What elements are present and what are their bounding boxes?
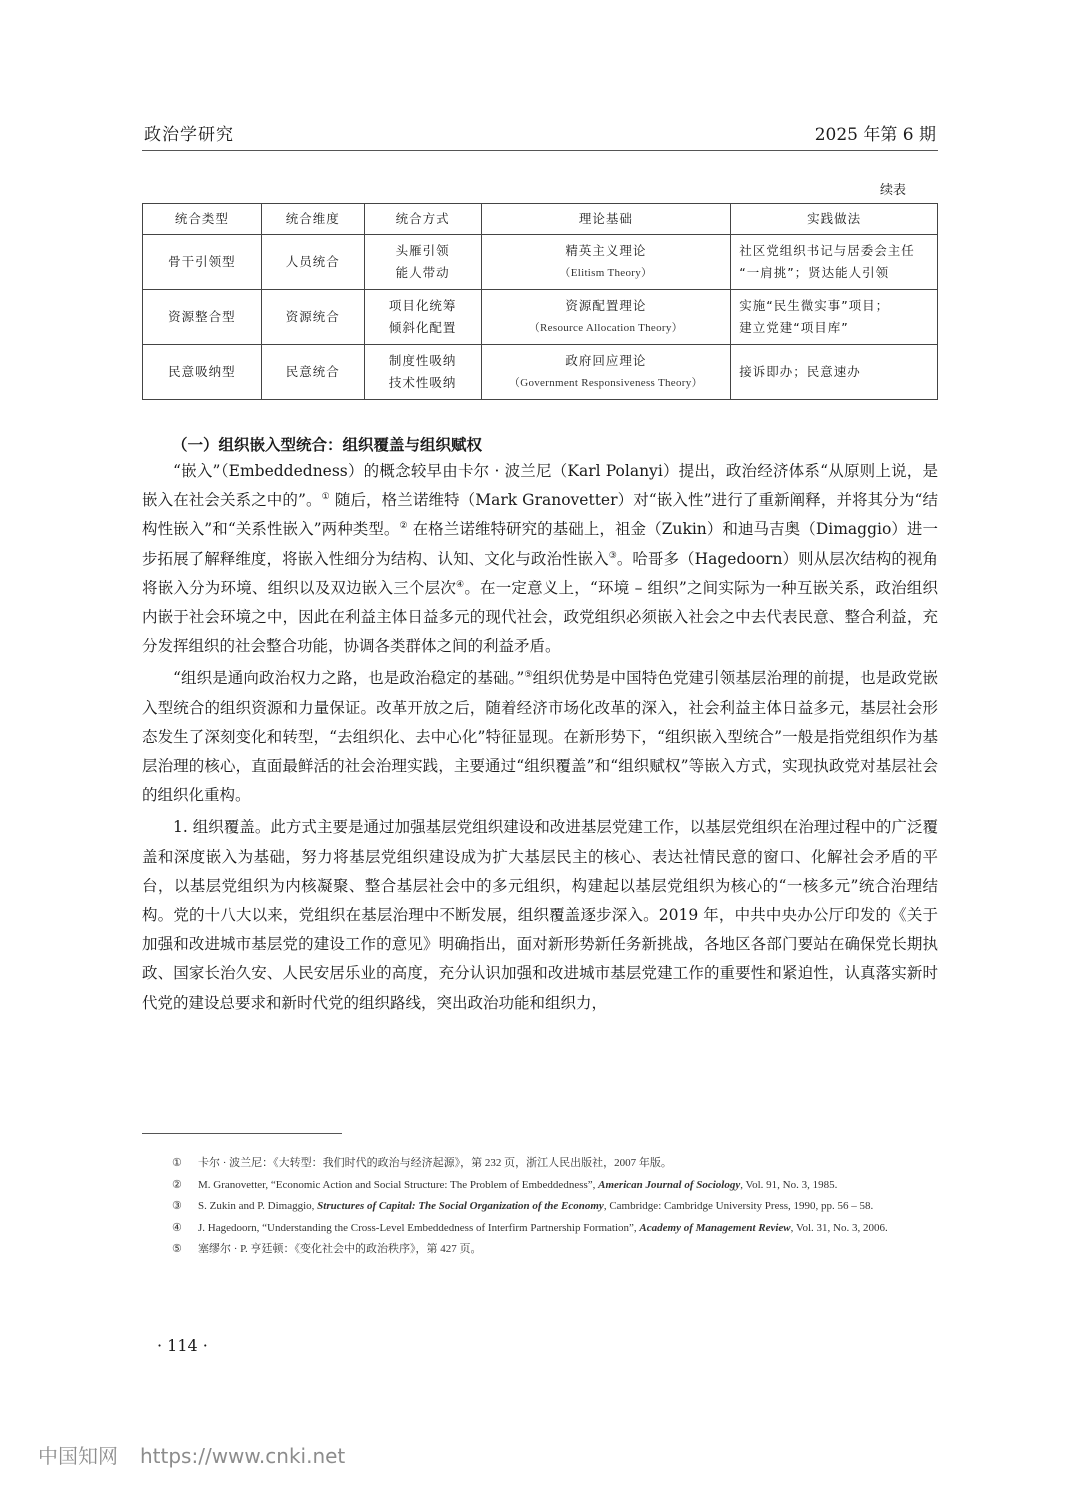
footnote-number: ③ — [172, 1200, 182, 1212]
watermark-url[interactable]: https://www.cnki.net — [140, 1444, 346, 1468]
text-run: 。在一定意义上，“环境 – 组织”之间实际为一种互嵌关系，政治组织内嵌于社会环境之中，因此在利益主体日益多元的现代社会，政党组织必须嵌入社会之中去代表民意、整合利益，充分发挥组织的社会整合功能，协调各类群体之间的利益矛盾。 — [142, 578, 938, 656]
method-line: 制度性吸纳 — [388, 353, 457, 368]
column-header: 理论基础 — [481, 204, 731, 235]
cell-practice — [731, 290, 938, 345]
cell-type: 资源整合型 — [143, 290, 262, 345]
footnote — [172, 1239, 938, 1261]
text-run: 塞缪尔 · P. 亨廷顿：《变化社会中的政治秩序》，第 427 页。 — [198, 1243, 482, 1255]
method-line: 倾斜化配置 — [388, 320, 457, 335]
cnki-watermark — [38, 1440, 345, 1469]
text-run: S. Zukin and P. Dimaggio, — [198, 1200, 318, 1212]
cell-theory — [481, 345, 731, 400]
text-run: M. Granovetter, “Economic Action and Social Structure: The Problem of Embeddedness”, — [198, 1178, 599, 1191]
table-continued-label: 续表 — [879, 183, 906, 198]
method-line: 技术性吸纳 — [388, 375, 457, 390]
footnote — [172, 1153, 938, 1175]
paragraph — [142, 457, 938, 661]
table-row — [143, 290, 938, 345]
journal-title: American Journal of Sociology — [598, 1178, 741, 1191]
issue-label: 2025 年第 6 期 — [814, 125, 936, 145]
text-run: 。哈哥多（Hagedoorn）则从层次结构的视角将嵌入分为环境、组织以及双边嵌入三个层次 — [142, 549, 938, 597]
cell-methods — [364, 345, 481, 400]
footnote-text — [198, 1196, 938, 1218]
book-title: Structures of Capital: The Social Organization of the Economy — [317, 1200, 604, 1212]
integration-types-table — [142, 203, 938, 400]
text-run: 卡尔 · 波兰尼：《大转型：我们时代的政治与经济起源》，第 232 页，浙江人民出版社，2007 年版。 — [198, 1157, 672, 1169]
footnote — [172, 1175, 938, 1197]
paragraph — [142, 813, 938, 1017]
cell-type: 骨干引领型 — [143, 235, 262, 290]
method-line: 能人带动 — [395, 265, 450, 280]
practice-line: “一肩挑”；贤达能人引领 — [739, 265, 890, 280]
journal-name: 政治学研究 — [144, 125, 234, 145]
practice-line: 社区党组织书记与居委会主任 — [739, 243, 915, 258]
footnote-ref[interactable]: ⑤ — [524, 670, 533, 681]
footnote-text — [198, 1218, 938, 1240]
journal-title: Academy of Management Review — [639, 1221, 791, 1234]
watermark-name: 中国知网 — [38, 1444, 118, 1468]
column-header: 统合方式 — [364, 204, 481, 235]
cell-dimension: 民意统合 — [261, 345, 364, 400]
table-header-row — [143, 204, 938, 235]
text-run: , Vol. 91, No. 3, 1985. — [740, 1178, 838, 1191]
running-header — [142, 118, 938, 151]
column-header: 统合维度 — [261, 204, 364, 235]
cell-theory — [481, 235, 731, 290]
page-number: · 114 · — [157, 1336, 208, 1355]
column-header: 实践做法 — [731, 204, 938, 235]
footnote-ref[interactable]: ① — [321, 492, 330, 503]
method-line: 项目化统筹 — [388, 298, 457, 313]
theory-cn: 资源配置理论 — [565, 298, 647, 313]
cell-practice — [731, 235, 938, 290]
table-row — [143, 345, 938, 400]
text-run: “组织是通向政治权力之路，也是政治稳定的基础。” — [173, 669, 525, 688]
footnote-number: ④ — [172, 1221, 182, 1234]
cell-dimension: 人员统合 — [261, 235, 364, 290]
footnote-number: ⑤ — [172, 1243, 182, 1255]
cell-methods — [364, 290, 481, 345]
theory-en: （Government Responsiveness Theory） — [508, 377, 703, 389]
theory-en: （Elitism Theory） — [559, 267, 653, 279]
footnote — [172, 1196, 938, 1218]
practice-line: 建立党建“项目库” — [739, 320, 849, 335]
footnote-text — [198, 1153, 938, 1175]
footnote-ref[interactable]: ② — [399, 521, 408, 532]
text-run: J. Hagedoorn, “Understanding the Cross-Level Embeddedness of Interfirm Partnership Formation”, — [198, 1221, 640, 1234]
section-heading: （一）组织嵌入型统合：组织覆盖与组织赋权 — [172, 436, 483, 454]
footnote-text — [198, 1239, 938, 1261]
theory-cn: 精英主义理论 — [565, 243, 647, 258]
cell-type: 民意吸纳型 — [143, 345, 262, 400]
footnotes — [172, 1153, 938, 1261]
theory-en: （Resource Allocation Theory） — [528, 322, 683, 334]
footnote-ref[interactable]: ③ — [608, 550, 617, 561]
table-row — [143, 235, 938, 290]
text-run: 1. 组织覆盖。此方式主要是通过加强基层党组织建设和改进基层党建工作，以基层党组织在治理过程中的广泛覆盖和深度嵌入为基础，努力将基层党组织建设成为扩大基层民主的核心、表达社情民意的窗口、化解社会矛盾的平台，以基层党组织为内核凝聚、整合基层社会中的多元组织，构建起以基层党组织为核心的“一核多元”统合治理结构。党的十八大以来，党组织在基层治理中不断发展，组织覆盖逐步深入。2019 年，中共中央办公厅印发的《关于加强和改进城市基层党的建设工作的意见》明确指出，面对新形势新任务新挑战，各地区各部门要站在确保党长期执政、国家长治久安、人民安居乐业的高度，充分认识加强和改进城市基层党建工作的重要性和紧迫性，认真落实新时代党的建设总要求和新时代党的组织路线，突出政治功能和组织力， — [142, 818, 938, 1012]
cell-dimension: 资源统合 — [261, 290, 364, 345]
text-run: 组织优势是中国特色党建引领基层治理的前提，也是政党嵌入型统合的组织资源和力量保证。改革开放之后，随着经济市场化改革的深入，社会利益主体日益多元，基层社会形态发生了深刻变化和转型，“去组织化、去中心化”特征显现。在新形势下，“组织嵌入型统合”一般是指党组织作为基层治理的核心，直面最鲜活的社会治理实践，主要通过“组织覆盖”和“组织赋权”等嵌入方式，实现执政党对基层社会的组织化重构。 — [142, 669, 938, 805]
footnote — [172, 1218, 938, 1240]
text-run: , Cambridge: Cambridge University Press, 1990, pp. 56 – 58. — [603, 1200, 874, 1212]
theory-cn: 政府回应理论 — [565, 353, 647, 368]
practice-line: 接诉即办；民意速办 — [739, 364, 861, 379]
text-run: , Vol. 31, No. 3, 2006. — [790, 1221, 888, 1234]
body-text — [142, 457, 938, 1018]
cell-practice — [731, 345, 938, 400]
footnote-divider — [142, 1133, 342, 1134]
paragraph — [142, 664, 938, 810]
text-run: 在格兰诺维特研究的基础上，祖金（Zukin）和迪马吉奥（Dimaggio）进一步拓展了解释维度，将嵌入性细分为结构、认知、文化与政治性嵌入 — [142, 520, 938, 568]
footnote-number: ② — [172, 1178, 182, 1191]
text-run: 随后，格兰诺维特（Mark Granovetter）对“嵌入性”进行了重新阐释，并将其分为“结构性嵌入”和“关系性嵌入”两种类型。 — [142, 491, 938, 539]
footnote-number: ① — [172, 1157, 182, 1169]
footnote-text — [198, 1175, 938, 1197]
cell-methods — [364, 235, 481, 290]
method-line: 头雁引领 — [395, 243, 450, 258]
cell-theory — [481, 290, 731, 345]
column-header: 统合类型 — [143, 204, 262, 235]
footnote-ref[interactable]: ④ — [456, 579, 465, 590]
text-run: “嵌入”（Embeddedness）的概念较早由卡尔 · 波兰尼（Karl Polanyi）提出，政治经济体系“从原则上说，是嵌入在社会关系之中的”。 — [142, 462, 938, 510]
practice-line: 实施“民生微实事”项目； — [739, 298, 890, 313]
